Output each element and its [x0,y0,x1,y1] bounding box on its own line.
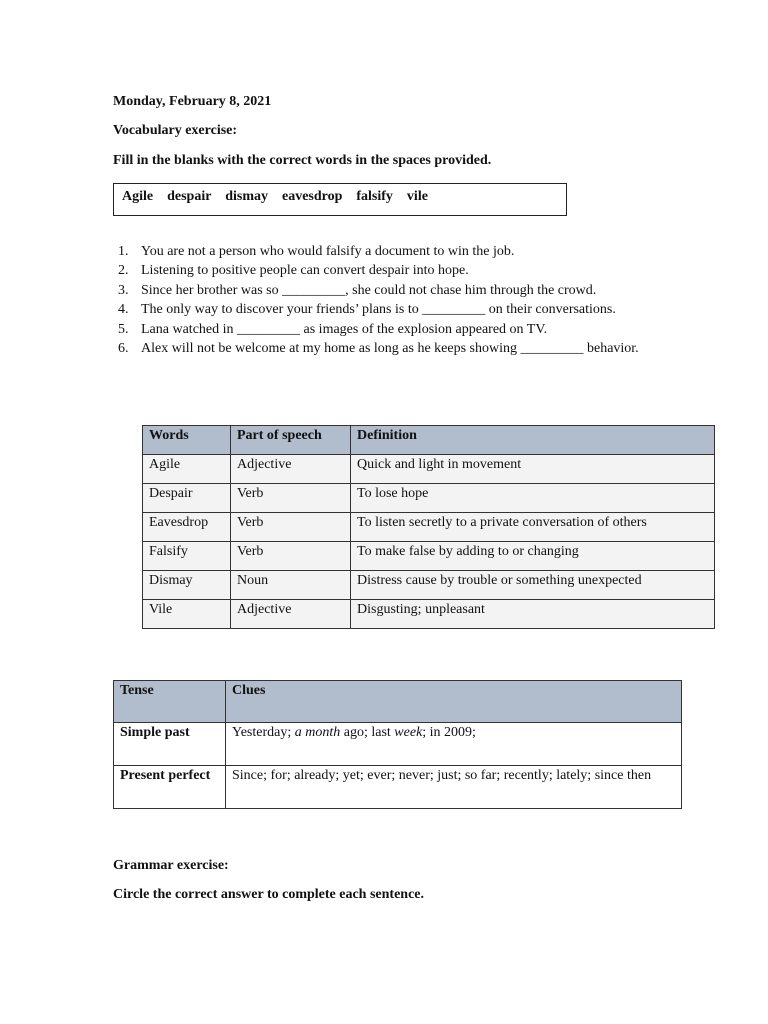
sentence-text: The only way to discover your friends’ plans is to _________ on their conversations. [141,302,616,318]
sentence-list [113,242,673,358]
definitions-table [142,425,715,629]
header-part-of-speech: Part of speech [231,426,351,455]
clue-italic: a month [294,725,341,740]
word-cell: Eavesdrop [143,513,231,542]
word-cell: Dismay [143,571,231,600]
table-row [143,571,715,600]
table-header-row [114,681,682,723]
sentence-text: You are not a person who would falsify a document to win the job. [141,244,515,259]
grammar-heading: Grammar exercise: [113,858,229,873]
sentence-number: 2. [118,263,129,279]
clue-italic: week [394,725,423,740]
sentence-item [113,281,673,300]
sentence-text: Listening to positive people can convert despair into hope. [141,263,469,279]
sentence-text: Alex will not be welcome at my home as long as he keeps showing _________ behavior. [141,341,639,357]
pos-cell: Adjective [231,600,351,629]
clue-text: ago; last [340,725,395,740]
pos-cell: Verb [231,542,351,571]
definition-cell: Disgusting; unpleasant [351,600,715,629]
definition-cell: To lose hope [351,484,715,513]
tense-cell: Simple past [114,723,226,766]
sentence-number: 5. [118,321,129,337]
worksheet-date: Monday, February 8, 2021 [113,94,272,109]
sentence-number: 4. [118,302,129,318]
table-row [143,455,715,484]
clues-cell [226,723,682,766]
pos-cell: Noun [231,571,351,600]
header-definition: Definition [351,426,715,455]
table-row [114,723,682,766]
definition-cell: Quick and light in movement [351,455,715,484]
word-cell: Falsify [143,542,231,571]
sentence-number: 3. [118,282,129,298]
sentence-number: 1. [118,244,129,259]
clue-text: ; in 2009; [422,725,476,740]
table-row [143,484,715,513]
definition-cell: To listen secretly to a private conversation of others [351,513,715,542]
word-bank: Agile despair dismay eavesdrop falsify vile [113,183,567,216]
definition-cell: Distress cause by trouble or something unexpected [351,571,715,600]
table-row [143,513,715,542]
table-header-row [143,426,715,455]
header-words: Words [143,426,231,455]
vocabulary-instructions: Fill in the blanks with the correct words in the spaces provided. [113,153,492,168]
sentence-item [113,300,673,319]
word-cell: Vile [143,600,231,629]
sentence-text: Since her brother was so _________, she could not chase him through the crowd. [141,282,597,298]
sentence-item [113,242,673,261]
clue-text: Yesterday; [232,725,295,740]
header-clues: Clues [226,681,682,723]
grammar-instructions: Circle the correct answer to complete each sentence. [113,887,424,902]
sentence-item [113,261,673,280]
definition-cell: To make false by adding to or changing [351,542,715,571]
pos-cell: Verb [231,513,351,542]
table-row [114,766,682,809]
pos-cell: Verb [231,484,351,513]
vocabulary-heading: Vocabulary exercise: [113,123,238,138]
clues-cell: Since; for; already; yet; ever; never; just; so far; recently; lately; since then [226,766,682,809]
tense-clues-table [113,680,682,809]
sentence-item [113,339,673,358]
word-cell: Agile [143,455,231,484]
sentence-number: 6. [118,341,129,357]
header-tense: Tense [114,681,226,723]
tense-cell: Present perfect [114,766,226,809]
word-cell: Despair [143,484,231,513]
table-row [143,542,715,571]
sentence-text: Lana watched in _________ as images of the explosion appeared on TV. [141,321,548,337]
pos-cell: Adjective [231,455,351,484]
table-row [143,600,715,629]
sentence-item [113,320,673,339]
